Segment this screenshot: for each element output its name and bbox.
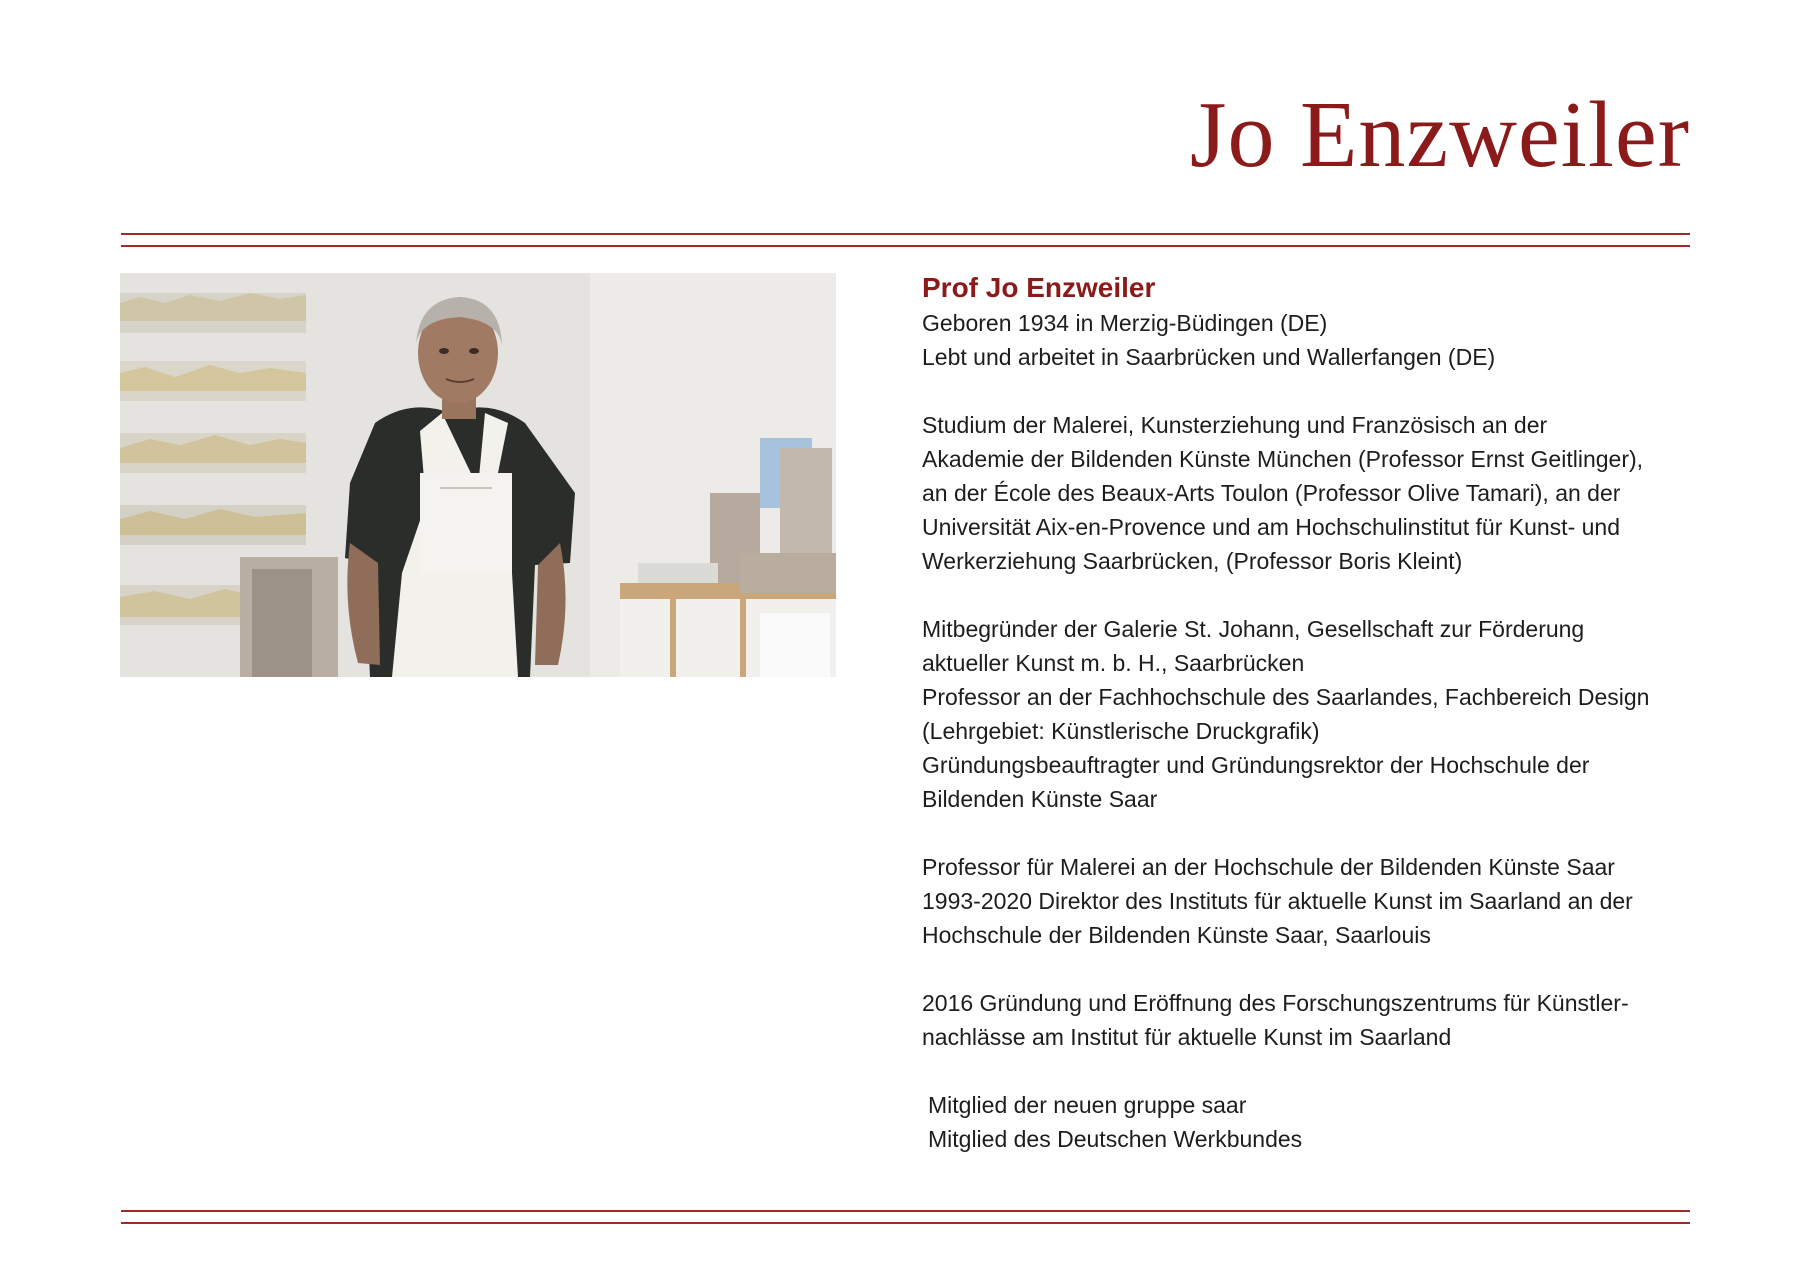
top-double-rule [121,233,1690,247]
paragraph-gap [922,374,1702,408]
bio-professorship-line: 1993-2020 Direktor des Instituts für aktuelle Kunst im Saarland an der [922,888,1633,914]
page-title: Jo Enzweiler [1189,83,1690,187]
bio-membership-line: Mitglied der neuen gruppe saar [928,1092,1247,1118]
bio-education-line: Studium der Malerei, Kunsterziehung und Französisch an der [922,412,1548,438]
bio-residence: Lebt und arbeitet in Saarbrücken und Wallerfangen (DE) [922,344,1496,370]
bio-birth: Geboren 1934 in Merzig-Büdingen (DE) [922,310,1328,336]
bio-role-line: Mitbegründer der Galerie St. Johann, Gesellschaft zur Förderung [922,616,1585,642]
bottom-rule-line [121,1210,1690,1212]
bio-education-line: Akademie der Bildenden Künste München (Professor Ernst Geitlinger), [922,446,1644,472]
bottom-rule-line [121,1222,1690,1224]
bio-research-line: 2016 Gründung und Eröffnung des Forschungszentrums für Künstler- [922,990,1629,1016]
bio-education-line: an der École des Beaux-Arts Toulon (Professor Olive Tamari), an der [922,480,1621,506]
paragraph-gap [922,578,1702,612]
paragraph-gap [922,952,1702,986]
paragraph-gap [922,816,1702,850]
artist-name-heading: Prof Jo Enzweiler [922,272,1156,303]
bottom-double-rule [121,1210,1690,1224]
bio-role-line: Bildenden Künste Saar [922,786,1158,812]
top-rule-line [121,233,1690,235]
bio-membership-line: Mitglied des Deutschen Werkbundes [928,1126,1303,1152]
bio-role-line: aktueller Kunst m. b. H., Saarbrücken [922,650,1305,676]
bio-research-line: nachlässe am Institut für aktuelle Kunst im Saarland [922,1024,1452,1050]
bio-professorship-line: Hochschule der Bildenden Künste Saar, Saarlouis [922,922,1431,948]
bio-role-line: Professor an der Fachhochschule des Saarlandes, Fachbereich Design [922,684,1650,710]
paragraph-gap [922,1054,1702,1088]
bio-education-line: Werkerziehung Saarbrücken, (Professor Boris Kleint) [922,548,1463,574]
top-rule-line [121,245,1690,247]
bio-education-line: Universität Aix-en-Provence und am Hochschulinstitut für Kunst- und [922,514,1620,540]
biography [922,270,1702,1156]
bio-role-line: Gründungsbeauftragter und Gründungsrektor der Hochschule der [922,752,1590,778]
bio-professorship-line: Professor für Malerei an der Hochschule der Bildenden Künste Saar [922,854,1615,880]
bio-role-line: (Lehrgebiet: Künstlerische Druckgrafik) [922,718,1320,744]
artist-portrait-photo [120,273,836,677]
